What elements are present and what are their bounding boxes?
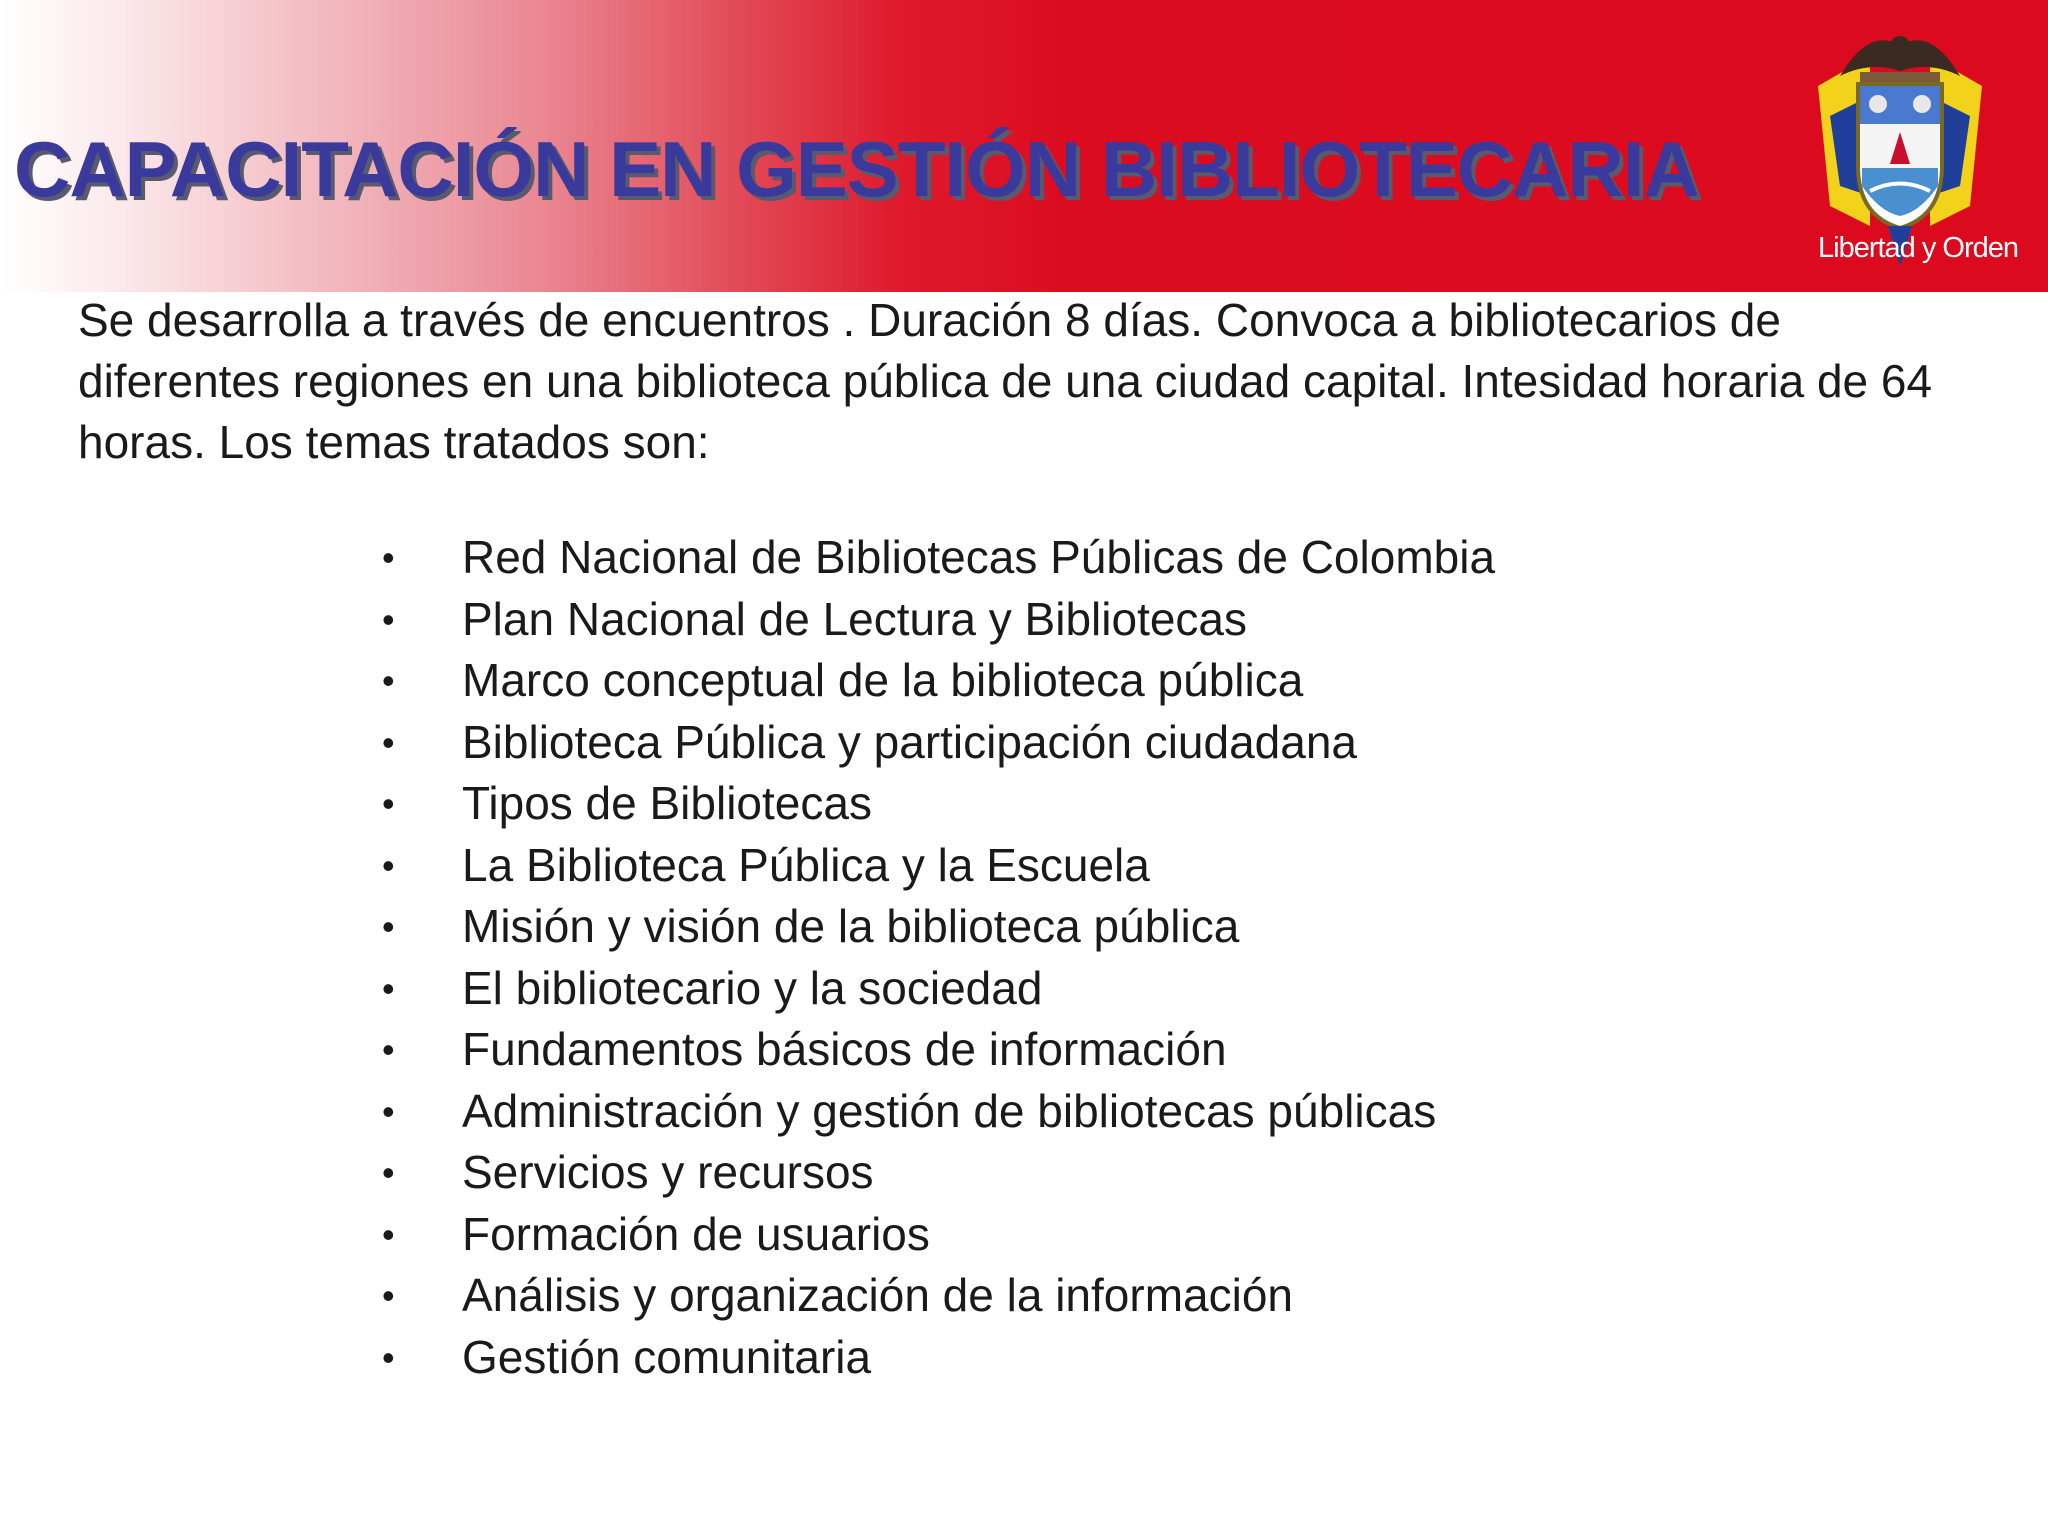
topic-label: La Biblioteca Pública y la Escuela: [462, 838, 1150, 891]
emblem-motto: Libertad y Orden: [1818, 232, 2019, 264]
topic-label: Gestión comunitaria: [462, 1330, 872, 1383]
bullet-icon: •: [382, 537, 395, 578]
bullet-icon: •: [382, 721, 395, 763]
topics-list: [380, 527, 1495, 1388]
topic-label: Administración y gestión de bibliotecas públicas: [462, 1084, 1437, 1137]
bullet-icon: •: [382, 1213, 395, 1255]
list-item: [380, 527, 1495, 589]
list-item: [380, 773, 1495, 835]
slide-title: CAPACITACIÓN EN GESTIÓN BIBLIOTECARIA: [14, 125, 1699, 213]
bullet-icon: •: [382, 660, 395, 701]
list-item: [380, 1265, 1495, 1327]
list-item: [380, 1327, 1495, 1389]
bullet-icon: •: [382, 1090, 395, 1132]
bullet-icon: •: [382, 906, 395, 947]
list-item: [380, 835, 1495, 897]
topic-label: Marco conceptual de la biblioteca pública: [462, 654, 1304, 706]
bullet-icon: •: [382, 1275, 395, 1316]
bullet-icon: •: [382, 844, 395, 886]
topic-label: Servicios y recursos: [462, 1146, 874, 1198]
topic-label: Plan Nacional de Lectura y Bibliotecas: [462, 592, 1248, 645]
list-item: [380, 712, 1495, 774]
topic-label: Fundamentos básicos de información: [462, 1023, 1227, 1075]
bullet-icon: •: [382, 783, 395, 824]
bullet-icon: •: [382, 1336, 395, 1378]
topic-label: Red Nacional de Bibliotecas Públicas de Colombia: [462, 531, 1496, 583]
topic-label: El bibliotecario y la sociedad: [462, 961, 1043, 1014]
bullet-icon: •: [382, 598, 395, 640]
topic-label: Biblioteca Pública y participación ciudadana: [462, 715, 1358, 768]
bullet-icon: •: [382, 967, 395, 1009]
list-item: [380, 1019, 1495, 1081]
list-item: [380, 1142, 1495, 1204]
topic-label: Misión y visión de la biblioteca pública: [462, 900, 1240, 952]
list-item: [380, 650, 1495, 712]
topic-label: Análisis y organización de la información: [462, 1269, 1293, 1321]
topic-label: Tipos de Bibliotecas: [462, 777, 872, 829]
bullet-icon: •: [382, 1029, 395, 1070]
intro-paragraph: Se desarrolla a través de encuentros . Duración 8 días. Convoca a bibliotecarios de diferentes regiones en una biblioteca pública de una ciudad capital. Intesidad horaria de 64 horas. Los temas tratados son:: [78, 294, 1933, 468]
list-item: [380, 1081, 1495, 1143]
topic-label: Formación de usuarios: [462, 1207, 930, 1260]
list-item: [380, 958, 1495, 1020]
list-item: [380, 896, 1495, 958]
list-item: [380, 1204, 1495, 1266]
list-item: [380, 589, 1495, 651]
bullet-icon: •: [382, 1152, 395, 1193]
